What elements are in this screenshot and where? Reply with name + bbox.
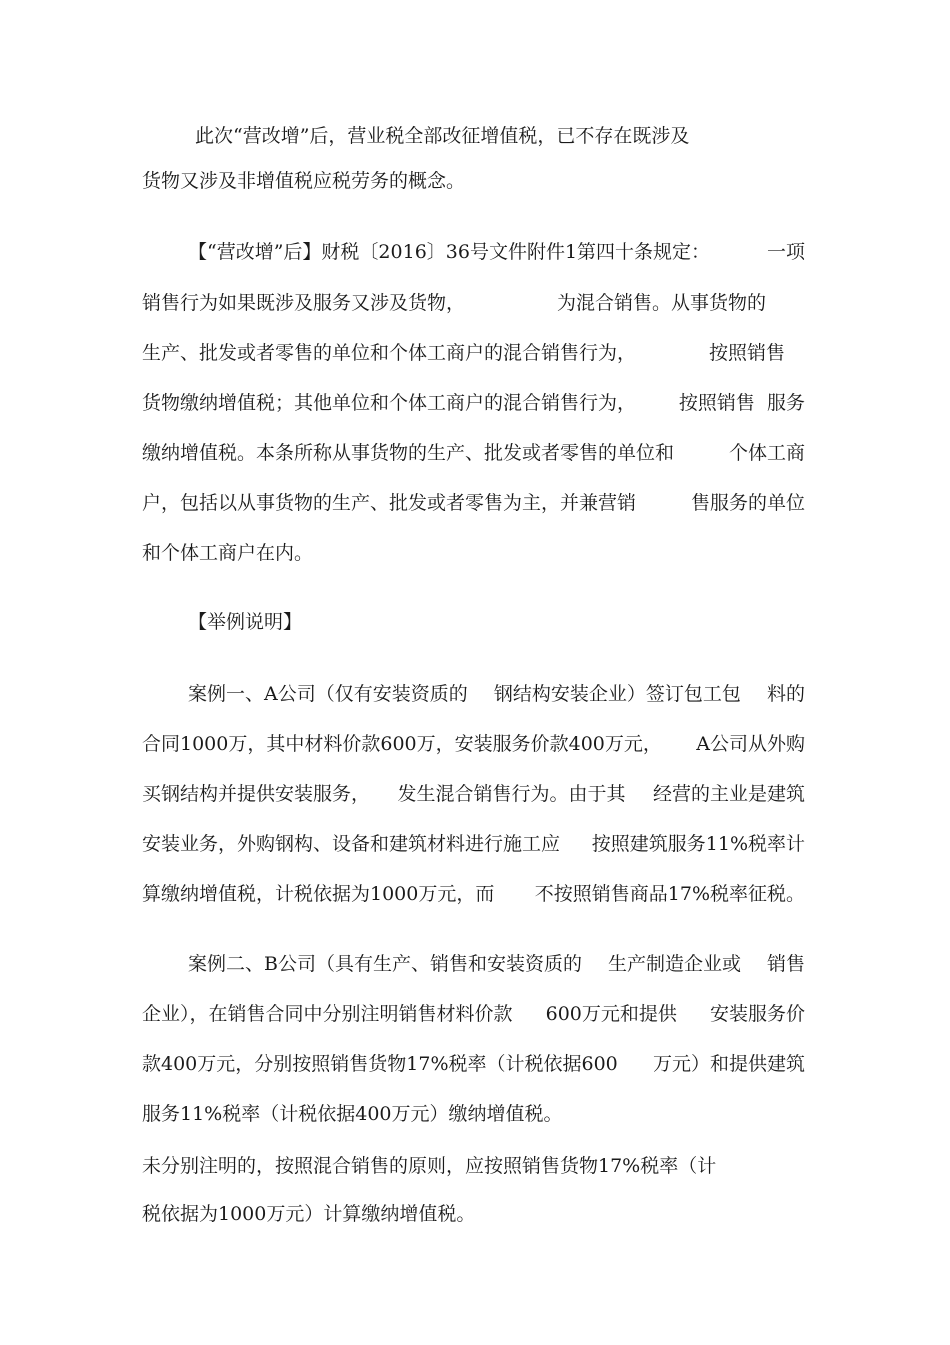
regulation-text: 销售行为如果既涉及服务又涉及货物， bbox=[142, 292, 466, 314]
case1-line-3 bbox=[142, 782, 805, 806]
case-text: 安装业务，外购钢构、设备和建筑材料进行施工应 bbox=[142, 833, 561, 855]
case-text: 买钢结构并提供安装服务， bbox=[142, 783, 371, 805]
regulation-text: 个体工商 bbox=[728, 442, 805, 464]
case1-line-2 bbox=[142, 732, 805, 756]
case-text: 600万元和提供 bbox=[545, 1003, 677, 1025]
regulation-text: 缴纳增值税。本条所称从事货物的生产、批发或者零售的单位和 bbox=[142, 442, 675, 464]
case-text: A公司从外购 bbox=[696, 733, 805, 755]
regulation-text: 售服务的单位 bbox=[690, 492, 805, 514]
regulation-text: 【“营改增”后】财税〔2016〕36号文件附件1第四十条规定： bbox=[188, 241, 711, 263]
regulation-text: 为混合销售。从事货物的 bbox=[557, 292, 767, 314]
case-text: 算缴纳增值税，计税依据为1000万元，而 bbox=[142, 883, 495, 905]
regulation-text: 一项 bbox=[766, 241, 805, 263]
case-text: 发生混合销售行为。由于其 bbox=[397, 783, 626, 805]
case-text: 合同1000万，其中材料价款600万，安装服务价款400万元， bbox=[142, 733, 662, 755]
case-text: 不按照销售商品17%税率征税。 bbox=[534, 883, 805, 905]
case-text: 款400万元，分别按照销售货物17%税率（计税依据600 bbox=[142, 1053, 618, 1075]
case2-line-3 bbox=[142, 1052, 805, 1076]
case2-line-4: 服务11%税率（计税依据400万元）缴纳增值税。 bbox=[142, 1103, 563, 1125]
case-text: 案例一、A公司（仅有安装资质的 bbox=[188, 683, 468, 705]
case-text: 钢结构安装企业）签订包工包 bbox=[493, 683, 741, 705]
case-text: 料的 bbox=[766, 683, 805, 705]
case-text: 案例二、B公司（具有生产、销售和安装资质的 bbox=[188, 953, 582, 975]
regulation-text: 按照销售 服务 bbox=[678, 392, 805, 414]
case2-line-1 bbox=[188, 952, 805, 976]
case2-line-2 bbox=[142, 1002, 805, 1026]
regulation-text: 货物缴纳增值税；其他单位和个体工商户的混合销售行为， bbox=[142, 392, 637, 414]
regulation-line-4 bbox=[142, 391, 805, 415]
regulation-line-3 bbox=[142, 341, 805, 365]
case1-line-4 bbox=[142, 832, 805, 856]
case1-line-1 bbox=[188, 682, 805, 706]
regulation-text: 户，包括以从事货物的生产、批发或者零售为主，并兼营销 bbox=[142, 492, 637, 514]
intro-line-1: 此次“营改增”后，营业税全部改征增值税，已不存在既涉及 bbox=[195, 125, 690, 147]
case-text: 万元）和提供建筑 bbox=[652, 1053, 805, 1075]
regulation-line-6 bbox=[142, 491, 805, 515]
regulation-line-5 bbox=[142, 441, 805, 465]
regulation-text: 生产、批发或者零售的单位和个体工商户的混合销售行为， bbox=[142, 342, 637, 364]
regulation-line-2 bbox=[142, 291, 805, 315]
case-text: 经营的主业是建筑 bbox=[652, 783, 805, 805]
regulation-text: 按照销售 bbox=[709, 342, 786, 364]
regulation-line-1 bbox=[188, 240, 805, 264]
case-text: 按照建筑服务11%税率计 bbox=[591, 833, 805, 855]
case-text: 销售 bbox=[766, 953, 805, 975]
case-text: 生产制造企业或 bbox=[607, 953, 741, 975]
example-heading: 【举例说明】 bbox=[188, 611, 303, 633]
case-text: 企业），在销售合同中分别注明销售材料价款 bbox=[142, 1003, 513, 1025]
regulation-line-7: 和个体工商户在内。 bbox=[142, 542, 314, 564]
intro-line-2: 货物又涉及非增值税应税劳务的概念。 bbox=[142, 170, 466, 192]
case1-line-5 bbox=[142, 882, 805, 906]
case-text: 安装服务价 bbox=[709, 1003, 805, 1025]
case3-line-2: 税依据为1000万元）计算缴纳增值税。 bbox=[142, 1203, 476, 1225]
case3-line-1: 未分别注明的，按照混合销售的原则，应按照销售货物17%税率（计 bbox=[142, 1155, 717, 1177]
